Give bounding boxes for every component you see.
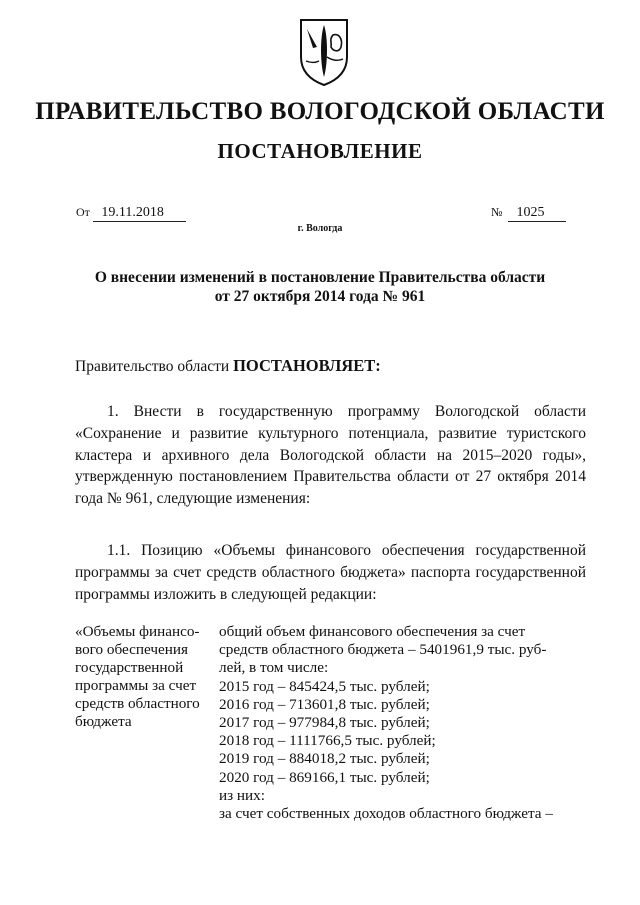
document-number: 1025	[508, 205, 566, 222]
document-type: ПОСТАНОВЛЕНИЕ	[217, 139, 423, 163]
year-line-2020: 2020 год – 869166,1 тыс. рублей;	[219, 768, 430, 786]
date-row	[76, 205, 186, 222]
number-label: №	[491, 205, 503, 219]
subject-line-1: О внесении изменений в постановление Правительства области	[94, 269, 546, 286]
year-line-2017: 2017 год – 977984,8 тыс. рублей;	[219, 714, 430, 732]
total-line-1: общий объем финансового обеспечения за счет	[219, 623, 526, 640]
year-line-2016: 2016 год – 713601,8 тыс. рублей;	[219, 695, 430, 713]
coat-of-arms-emblem	[297, 17, 351, 87]
total-line-3: лей, в том числе:	[219, 659, 329, 677]
total-line-2: средств областного бюджета – 5401961,9 тыс. руб-	[219, 641, 547, 659]
of-them-line: из них:	[219, 786, 265, 804]
own-revenue-line: за счет собственных доходов областного бюджета –	[219, 805, 553, 823]
date-label: От	[76, 205, 90, 219]
document-date: 19.11.2018	[93, 205, 185, 222]
number-row	[491, 205, 566, 222]
funding-table-label: «Объемы финансо- вого обеспечения государственной программы за счет средств областного бюджета	[75, 623, 200, 730]
year-line-2015: 2015 год – 845424,5 тыс. рублей;	[219, 677, 430, 695]
document-subject	[60, 268, 580, 306]
funding-table-values	[219, 623, 575, 823]
subject-line-2: от 27 октября 2014 года № 961	[214, 288, 426, 305]
preamble	[75, 356, 381, 376]
preamble-resolves: ПОСТАНОВЛЯЕТ:	[233, 356, 381, 375]
year-line-2019: 2019 год – 884018,2 тыс. рублей;	[219, 750, 430, 768]
year-line-2018: 2018 год – 1111766,5 тыс. рублей;	[219, 732, 436, 750]
item-1-paragraph: 1. Внести в государственную программу Вологодской области «Сохранение и развитие культурного потенциала, развитие туристского кластера и архивного дела Вологодской области на 2015–2020 годы», утвержденную постановлением Правительства области от 27 октября 2014 года № 961, следующие изменения:	[75, 403, 586, 508]
city: г. Вологда	[297, 223, 343, 234]
item-1-1-paragraph: 1.1. Позицию «Объемы финансового обеспечения государственной программы за счет средств областного бюджета» паспорта государственной программы изложить в следующей редакции:	[75, 542, 586, 603]
preamble-text: Правительство области	[75, 358, 230, 375]
government-title: ПРАВИТЕЛЬСТВО ВОЛОГОДСКОЙ ОБЛАСТИ	[35, 98, 605, 125]
